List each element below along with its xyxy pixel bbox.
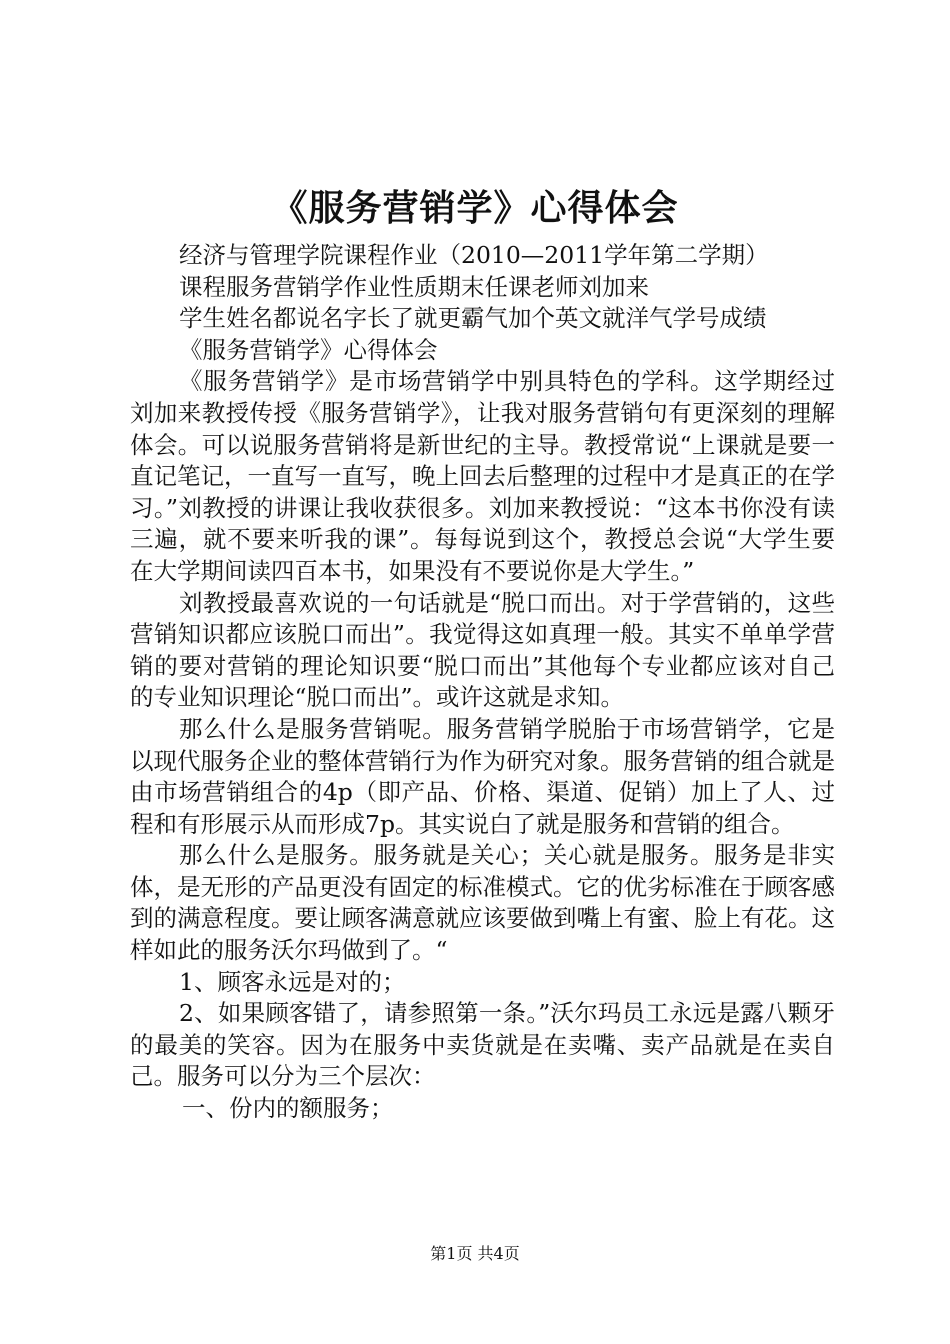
paragraph: 《服务营销学》是市场营销学中别具特色的学科。这学期经过刘加来教授传授《服务营销学》，让我对服务营销句有更深刻的理解体会。可以说服务营销将是新世纪的主导。教授常说“上课就是要一直记笔记，一直写一直写，晚上回去后整理的过程中才是真正的在学习。”刘教授的讲课让我收获很多。刘加来教授说：“这本书你没有读三遍，就不要来听我的课”。每每说到这个，教授总会说“大学生要在大学期间读四百本书，如果没有不要说你是大学生。” (130, 367, 835, 585)
paragraph: 那么什么是服务营销呢。服务营销学脱胎于市场营销学，它是以现代服务企业的整体营销行为作为研究对象。服务营销的组合就是由市场营销组合的4p（即产品、价格、渠道、促销）加上了人、过程和有形展示从而形成7p。其实说白了就是服务和营销的组合。 (130, 714, 835, 838)
list-item: 一、份内的额服务； (182, 1094, 394, 1123)
list-item: 2、如果顾客错了，请参照第一条。”沃尔玛员工永远是露八颗牙的最美的笑容。因为在服务中卖货就是在卖嘴、卖产品就是在卖自己。服务可以分为三个层次： (130, 999, 835, 1091)
document-body (130, 240, 835, 1125)
paragraph: 刘教授最喜欢说的一句话就是“脱口而出。对于学营销的，这些营销知识都应该脱口而出”。我觉得这如真理一般。其实不单单学营销的要对营销的理论知识要“脱口而出”其他每个专业都应该对自己的专业知识理论“脱口而出”。或许这就是求知。 (130, 588, 835, 712)
essay-subtitle: 《服务营销学》心得体会 (179, 335, 438, 364)
paragraph: 那么什么是服务。服务就是关心；关心就是服务。服务是非实体，是无形的产品更没有固定的标准模式。它的优劣标准在于顾客感到的满意程度。要让顾客满意就应该要做到嘴上有蜜、脸上有花。这样如此的服务沃尔玛做到了。“ (130, 841, 835, 965)
page-number-footer: 第1页 共4页 (430, 1244, 520, 1263)
course-info-line: 经济与管理学院课程作业（2010—2011学年第二学期） (179, 241, 769, 269)
document-title: 《服务营销学》心得体会 (271, 187, 679, 229)
course-detail-line: 课程服务营销学作业性质期末任课老师刘加来 (179, 272, 649, 301)
list-item: 1、顾客永远是对的； (179, 967, 406, 996)
student-info-line: 学生姓名都说名字长了就更霸气加个英文就洋气学号成绩 (179, 304, 767, 333)
